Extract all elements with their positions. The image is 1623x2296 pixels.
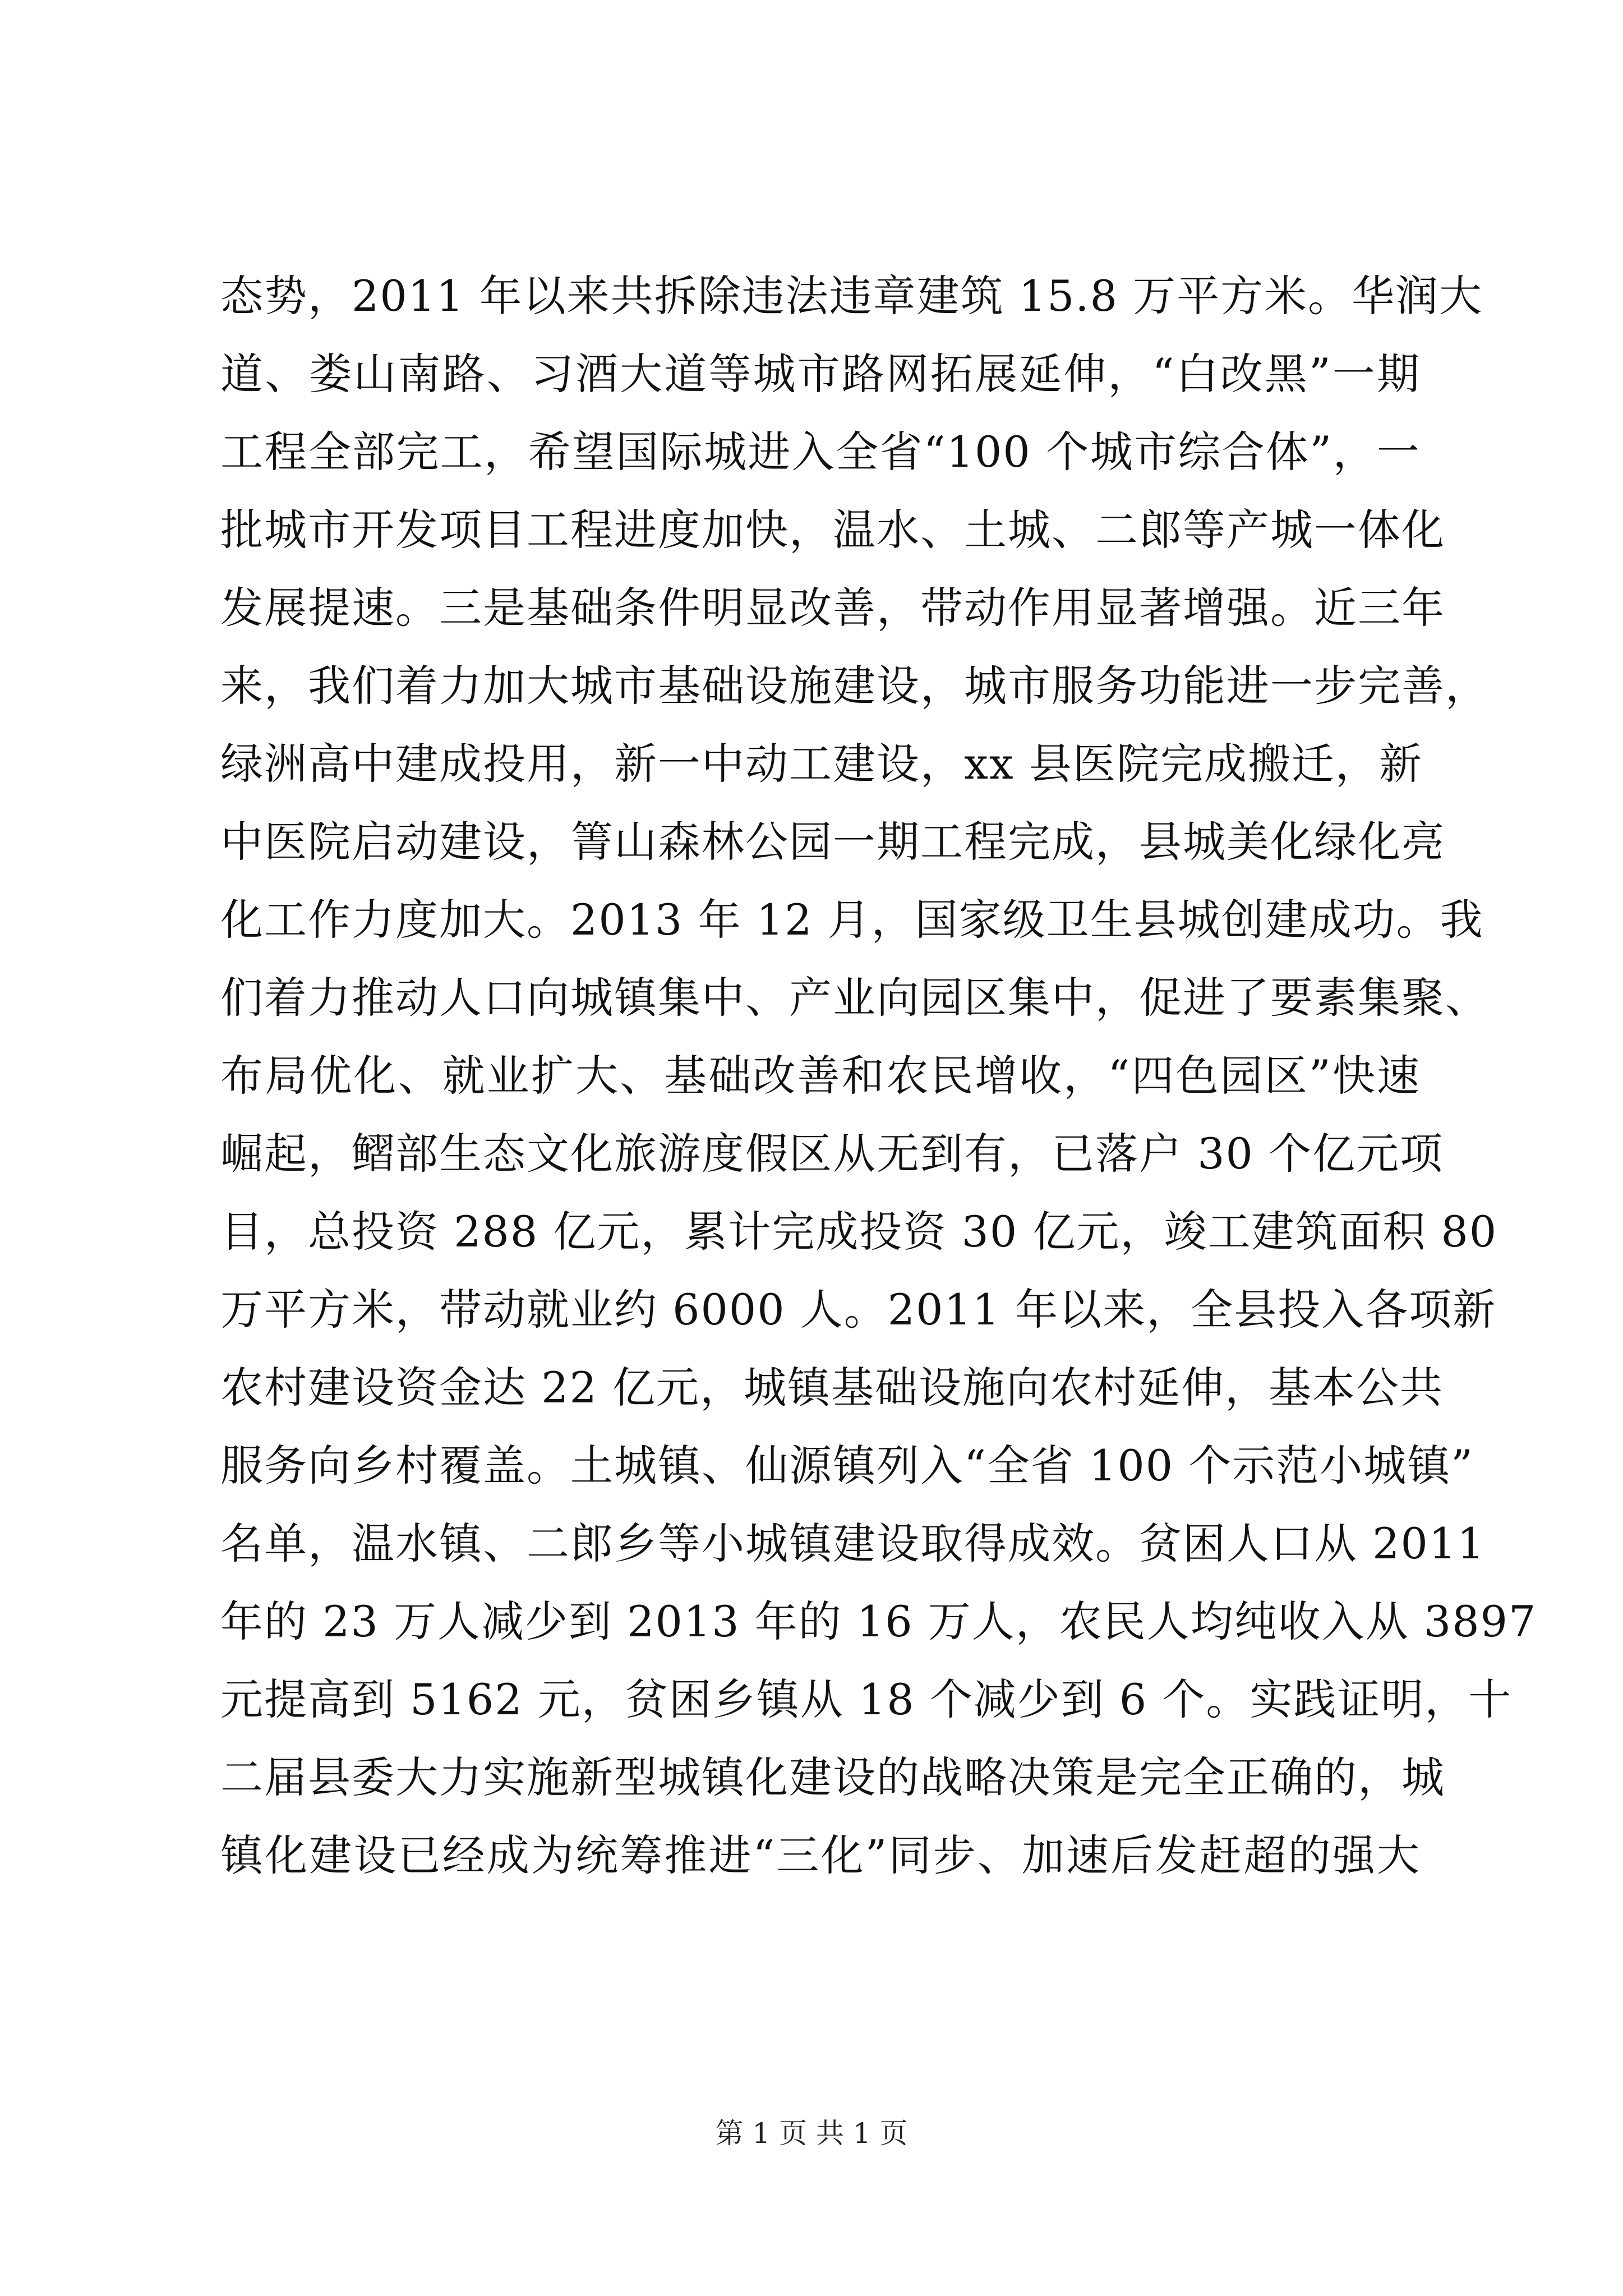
text-line: 农村建设资金达 22 亿元，城镇基础设施向农村延伸，基本公共 (220, 1363, 1444, 1412)
text-line: 服务向乡村覆盖。土城镇、仙源镇列入“全省 100 个示范小城镇” (220, 1441, 1474, 1490)
text-line: 年的 23 万人减少到 2013 年的 16 万人，农民人均纯收入从 3897 (220, 1596, 1537, 1646)
text-line: 中医院启动建设，箐山森林公园一期工程完成，县城美化绿化亮 (220, 817, 1445, 867)
text-line: 万平方米，带动就业约 6000 人。2011 年以来，全县投入各项新 (220, 1285, 1497, 1335)
text-line: 工程全部完工，希望国际城进入全省“100 个城市综合体”，一 (220, 427, 1421, 477)
text-line: 们着力推动人口向城镇集中、产业向园区集中，促进了要素集聚、 (220, 973, 1489, 1023)
text-line: 名单，温水镇、二郎乡等小城镇建设取得成效。贫困人口从 2011 (220, 1519, 1486, 1568)
text-line: 镇化建设已经成为统筹推进“三化”同步、加速后发赶超的强大 (220, 1830, 1421, 1880)
text-line: 布局优化、就业扩大、基础改善和农民增收，“四色园区”快速 (220, 1051, 1421, 1101)
text-line: 二届县委大力实施新型城镇化建设的战略决策是完全正确的，城 (220, 1752, 1445, 1802)
text-line: 发展提速。三是基础条件明显改善，带动作用显著增强。近三年 (220, 583, 1445, 633)
page-footer (0, 2114, 1623, 2153)
text-line: 崛起，鳛部生态文化旅游度假区从无到有，已落户 30 个亿元项 (220, 1129, 1444, 1179)
text-line: 元提高到 5162 元，贫困乡镇从 18 个减少到 6 个。实践证明，十 (220, 1674, 1513, 1724)
text-line: 来，我们着力加大城市基础设施建设，城市服务功能进一步完善， (220, 661, 1489, 711)
text-line: 绿洲高中建成投用，新一中动工建设，xx 县医院完成搬迁，新 (220, 739, 1423, 789)
text-line: 化工作力度加大。2013 年 12 月，国家级卫生县城创建成功。我 (220, 895, 1484, 945)
page-number-label: 第 1 页 共 1 页 (715, 2117, 908, 2150)
text-line: 道、娄山南路、习酒大道等城市路网拓展延伸，“白改黑”一期 (220, 349, 1421, 399)
text-line: 目，总投资 288 亿元，累计完成投资 30 亿元，竣工建筑面积 80 (220, 1207, 1498, 1257)
text-line: 态势，2011 年以来共拆除违法违章建筑 15.8 万平方米。华润大 (220, 271, 1483, 321)
body-paragraph (220, 257, 1537, 1894)
text-line: 批城市开发项目工程进度加快，温水、土城、二郎等产城一体化 (220, 505, 1445, 555)
